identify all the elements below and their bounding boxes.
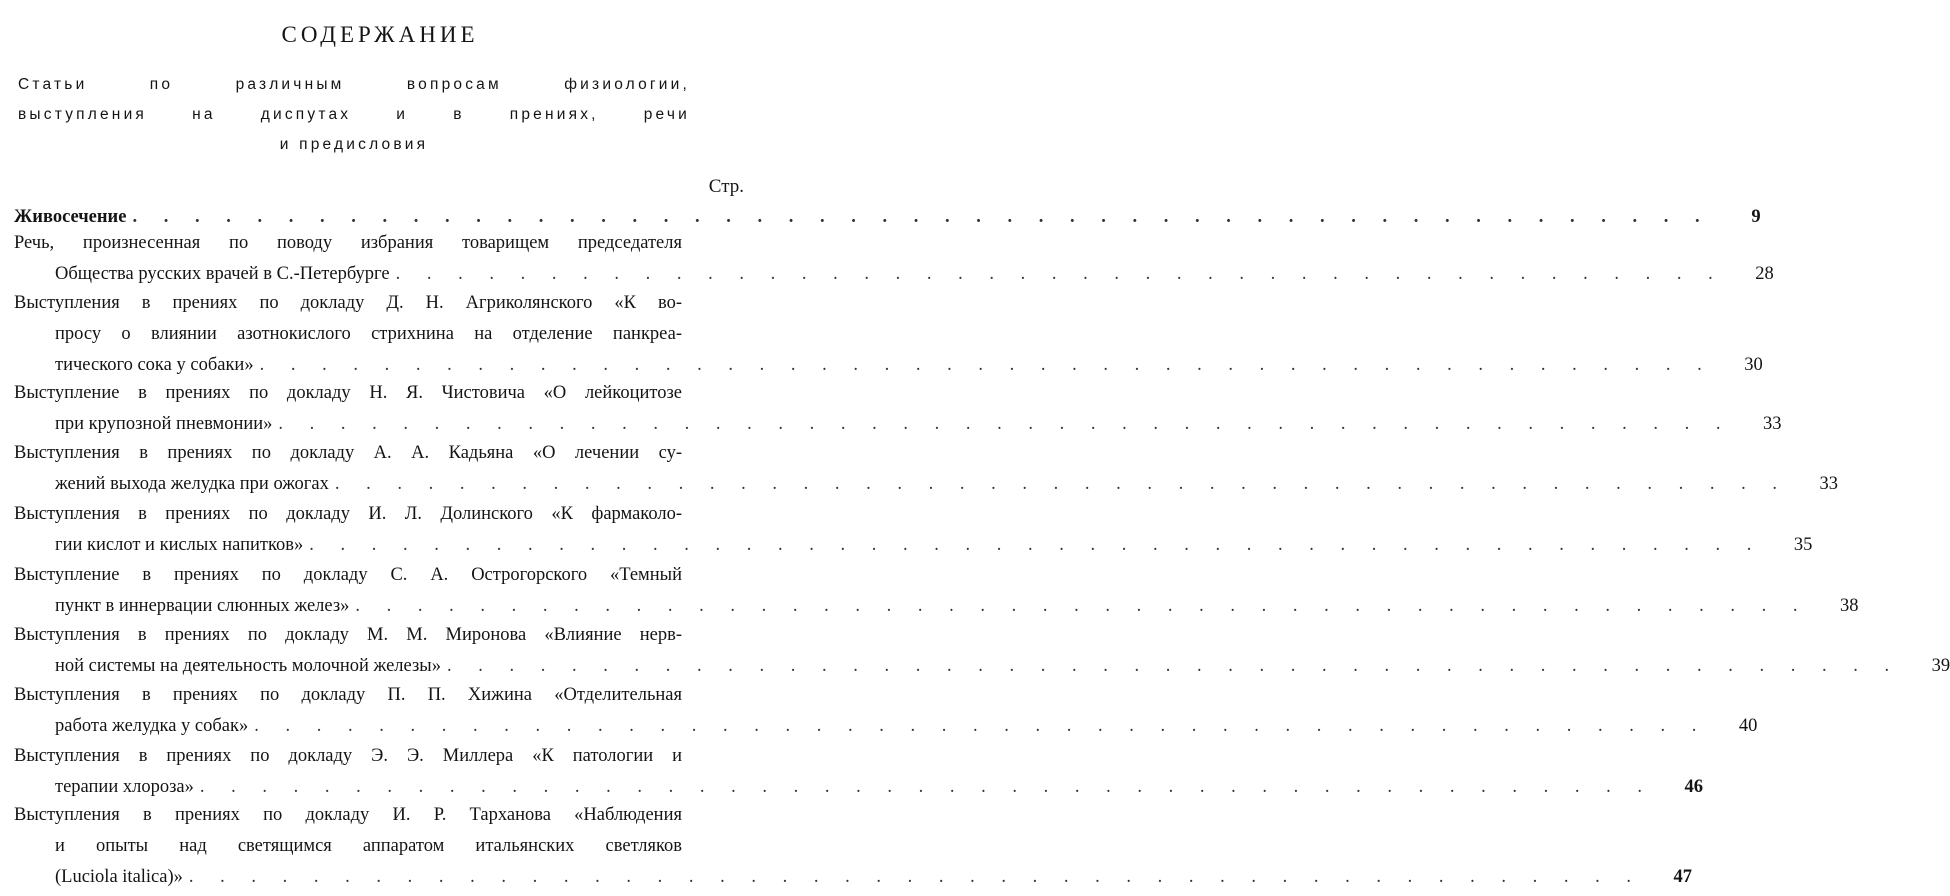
toc-entry[interactable] xyxy=(14,288,1763,381)
page-number: 47 xyxy=(1673,867,1693,887)
page-number: 40 xyxy=(1738,716,1758,736)
entry-title: терапии хлороза» xyxy=(55,777,194,797)
entry-title: (Luciola italica)» xyxy=(55,867,183,887)
entry-line: и опыты над светящимся аппаратом итальянских светляков xyxy=(55,836,682,856)
leader-dots: . . . . . . . . . . . . . . . . . . . . . . . . . . . . . . . . . . . . . . . . . . . . . . . . . . . xyxy=(132,207,1711,227)
toc-entry[interactable] xyxy=(14,680,1758,742)
entry-line: Выступления в прениях по докладу И. Р. Тарханова «Наблюдения xyxy=(14,805,682,825)
leader-dots: . . . . . . . . . . . . . . . . . . . . . . . . . . . . . . . . . . . . . . . . . . . . . . . xyxy=(278,414,1732,434)
entry-line: Выступления в прениях по докладу А. А. Кадьяна «О лечении су- xyxy=(14,443,682,463)
toc-entry[interactable] xyxy=(14,438,1838,500)
entry-line: Речь, произнесенная по поводу избрания товарищем председателя xyxy=(14,233,682,253)
page-number: 33 xyxy=(1763,414,1782,434)
section-subtitle xyxy=(18,70,690,160)
entry-title: при крупозной пневмонии» xyxy=(55,414,273,434)
toc-entry[interactable] xyxy=(14,741,1703,803)
entry-title: тического сока у собаки» xyxy=(55,355,254,375)
subtitle-line: выступления на диспутах и в прениях, речи xyxy=(18,106,690,123)
entry-line: Выступления в прениях по докладу М. М. Миронова «Влияние нерв- xyxy=(14,625,682,645)
leader-dots: . . . . . . . . . . . . . . . . . . . . . . . . . . . . . . . . . . . . . . . . . . . . . . . xyxy=(309,535,1763,555)
page-number: 35 xyxy=(1793,535,1813,555)
toc-entry[interactable] xyxy=(14,499,1813,561)
subtitle-line: Статьи по различным вопросам физиологии, xyxy=(18,76,690,93)
toc-entry[interactable] xyxy=(14,228,1774,290)
leader-dots: . . . . . . . . . . . . . . . . . . . . . . . . . . . . . . . . . . . . . . . . . . . xyxy=(395,264,1724,284)
entry-line: Выступления в прениях по докладу П. П. Хижина «Отделительная xyxy=(14,685,682,705)
leader-dots: . . . . . . . . . . . . . . . . . . . . . . . . . . . . . . . . . . . . . . . . . . . . . . . xyxy=(254,716,1708,736)
page-column-header: Стр. xyxy=(708,176,744,197)
page-number: 46 xyxy=(1684,777,1703,797)
toc-entry[interactable] xyxy=(14,800,1693,893)
page-title: СОДЕРЖАНИЕ xyxy=(281,22,479,47)
entry-line: Выступления в прениях по докладу Д. Н. Агриколянского «К во- xyxy=(14,293,682,313)
entry-line: Выступления в прениях по докладу Э. Э. Миллера «К патологии и xyxy=(14,746,682,766)
page-number: 39 xyxy=(1931,656,1950,676)
page-number: 38 xyxy=(1840,596,1859,616)
page-number: 30 xyxy=(1744,355,1763,375)
entry-title: ной системы на деятельность молочной железы» xyxy=(55,656,441,676)
leader-dots: . . . . . . . . . . . . . . . . . . . . . . . . . . . . . . . . . . . . . . . . . . . . . . . xyxy=(446,656,1901,676)
entry-title: жений выхода желудка при ожогах xyxy=(55,474,329,494)
entry-line: Выступление в прениях по докладу Н. Я. Чистовича «О лейкоцитозе xyxy=(14,383,682,403)
leader-dots: . . . . . . . . . . . . . . . . . . . . . . . . . . . . . . . . . . . . . . . . . . . . . . . xyxy=(355,596,1809,616)
toc-entry[interactable] xyxy=(14,560,1859,622)
entry-title: гии кислот и кислых напитков» xyxy=(55,535,304,555)
entry-line: Выступления в прениях по докладу И. Л. Долинского «К фармаколо- xyxy=(14,504,682,524)
subtitle-line: и предисловия xyxy=(279,136,429,153)
toc-entry[interactable] xyxy=(14,620,1950,682)
entry-title: пункт в иннервации слюнных желез» xyxy=(55,596,350,616)
page-number: 9 xyxy=(1751,207,1761,227)
leader-dots: . . . . . . . . . . . . . . . . . . . . . . . . . . . . . . . . . . . . . . . . . . . . . . . xyxy=(188,867,1643,887)
page-number: 28 xyxy=(1755,264,1774,284)
entry-line: Выступление в прениях по докладу С. А. Острогорского «Темный xyxy=(14,565,682,585)
page-number: 33 xyxy=(1819,474,1838,494)
entry-line: просу о влиянии азотнокислого стрихнина на отделение панкреа- xyxy=(55,324,682,344)
entry-title: Общества русских врачей в С.-Петербурге xyxy=(55,264,390,284)
entry-title: работа желудка у собак» xyxy=(55,716,249,736)
leader-dots: . . . . . . . . . . . . . . . . . . . . . . . . . . . . . . . . . . . . . . . . . . . . . . . xyxy=(334,474,1788,494)
entry-title: Живосечение xyxy=(14,207,127,227)
toc-entry[interactable] xyxy=(14,378,1782,440)
leader-dots: . . . . . . . . . . . . . . . . . . . . . . . . . . . . . . . . . . . . . . . . . . . . . . . xyxy=(199,777,1653,797)
leader-dots: . . . . . . . . . . . . . . . . . . . . . . . . . . . . . . . . . . . . . . . . . . . . . . . xyxy=(259,355,1713,375)
